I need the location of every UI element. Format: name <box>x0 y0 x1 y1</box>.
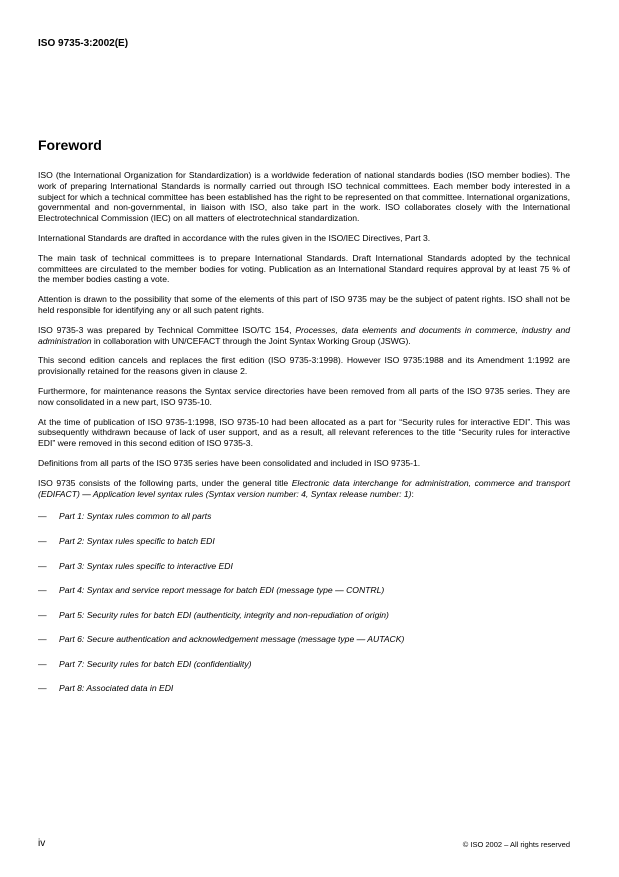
part-title: Part 6: Secure authentication and acknowledgement message (message type — AUTACK) <box>59 634 405 645</box>
part-title: Part 1: Syntax rules common to all parts <box>59 511 212 522</box>
list-dash: — <box>38 535 47 546</box>
list-item <box>38 561 570 586</box>
paragraph-publication-history: At the time of publication of ISO 9735-1:1998, ISO 9735-10 had been allocated as a part for “Security rules for interactive EDI”. This was subsequently withdrawn because of lack of user support, and as a result, all relevant references to the title “Security rules for interactive EDI” were removed in this second edition of ISO 9735-3. <box>38 416 570 449</box>
general-title: Electronic data interchange for administration, commerce and transport (EDIFACT) — Application level syntax rules (Syntax version number: 4, Syntax release number: 1) <box>38 477 570 499</box>
list-item <box>38 536 570 561</box>
paragraph-maintenance: Furthermore, for maintenance reasons the Syntax service directories have been removed from all parts of the ISO 9735 series. They are now consolidated in a new part, ISO 9735-10. <box>38 385 570 407</box>
paragraph-parts-intro <box>38 478 570 500</box>
foreword-body <box>38 170 570 708</box>
list-item <box>38 585 570 610</box>
section-heading: Foreword <box>38 137 102 153</box>
parts-list <box>38 511 570 708</box>
list-item <box>38 659 570 684</box>
prepared-by-text-start: ISO 9735-3 was prepared by Technical Committee ISO/TC 154, <box>38 324 296 335</box>
document-identifier: ISO 9735-3:2002(E) <box>38 38 129 49</box>
paragraph-patent-rights: Attention is drawn to the possibility that some of the elements of this part of ISO 9735 may be the subject of patent rights. ISO shall not be held responsible for identifying any or all such patent rights. <box>38 294 570 315</box>
copyright-notice: © ISO 2002 – All rights reserved <box>462 840 570 849</box>
committee-title: Processes, data elements and documents in commerce, industry and administration <box>38 324 571 346</box>
list-item <box>38 634 570 659</box>
paragraph-prepared-by <box>38 325 570 347</box>
paragraph-directives: International Standards are drafted in accordance with the rules given in the ISO/IEC Directives, Part 3. <box>38 232 431 243</box>
list-item <box>38 610 570 635</box>
list-item <box>38 511 570 536</box>
list-dash: — <box>38 585 47 596</box>
parts-intro-text: ISO 9735 consists of the following parts, under the general title <box>38 477 292 488</box>
part-title: Part 8: Associated data in EDI <box>59 683 174 694</box>
part-title: Part 2: Syntax rules specific to batch EDI <box>59 535 215 546</box>
list-dash: — <box>38 634 47 645</box>
part-title: Part 3: Syntax rules specific to interactive EDI <box>59 560 233 571</box>
prepared-by-text-end: in collaboration with UN/CEFACT through the Joint Syntax Working Group (JSWG). <box>91 335 411 346</box>
paragraph-iso-organization: ISO (the International Organization for Standardization) is a worldwide federation of national standards bodies (ISO member bodies). The work of preparing International Standards is normally carried out through ISO technical committees. Each member body interested in a subject for which a technical committee has been established has the right to be represented on that committee. International organizations, governmental and non-governmental, in liaison with ISO, also take part in the work. ISO collaborates closely with the International Electrotechnical Commission (IEC) on all matters of electrotechnical standardization. <box>38 170 570 224</box>
paragraph-second-edition: This second edition cancels and replaces the first edition (ISO 9735-3:1998). However ISO 9735:1988 and its Amendment 1:1992 are provisionally retained for the reasons given in clause 2. <box>38 355 570 377</box>
paragraph-technical-committees: The main task of technical committees is to prepare International Standards. Draft International Standards adopted by the technical committees are circulated to the member bodies for voting. Publication as an International Standard requires approval by at least 75 % of the member bodies casting a vote. <box>38 252 570 285</box>
list-dash: — <box>38 511 47 522</box>
part-title: Part 7: Security rules for batch EDI (confidentiality) <box>59 658 252 669</box>
paragraph-definitions: Definitions from all parts of the ISO 9735 series have been consolidated and included in ISO 9735-1. <box>38 457 421 468</box>
part-title: Part 5: Security rules for batch EDI (authenticity, integrity and non-repudiation of origin) <box>59 609 389 620</box>
list-dash: — <box>38 683 47 694</box>
list-dash: — <box>38 658 47 669</box>
parts-intro-colon: : <box>411 488 414 499</box>
list-dash: — <box>38 609 47 620</box>
list-item <box>38 683 570 708</box>
list-dash: — <box>38 560 47 571</box>
page-number: iv <box>38 838 46 849</box>
part-title: Part 4: Syntax and service report message for batch EDI (message type — CONTRL) <box>59 585 385 596</box>
